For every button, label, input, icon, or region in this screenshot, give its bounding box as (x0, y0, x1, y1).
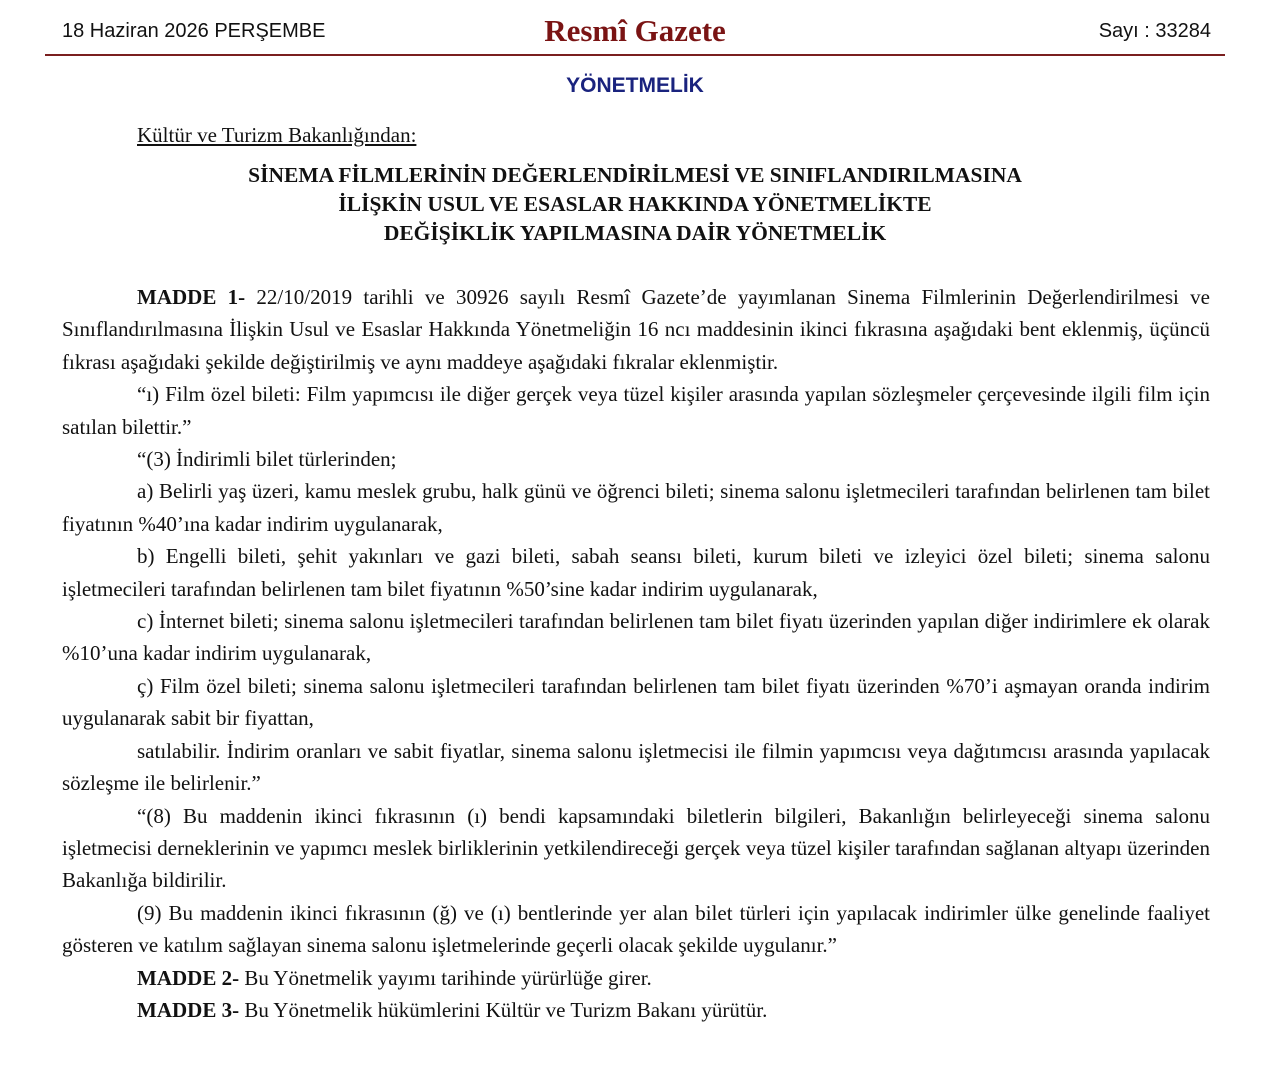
regulation-title-line: SİNEMA FİLMLERİNİN DEĞERLENDİRİLMESİ VE SINIFLANDIRILMASINA (248, 163, 1022, 187)
regulation-title (0, 161, 1270, 248)
section-title: YÖNETMELİK (566, 74, 704, 97)
paragraph-clause-cc: ç) Film özel bileti; sinema salonu işletmecileri tarafından belirlenen tam bilet fiyatı üzerinden %70’i aşmayan oranda indirim uygulanarak sabit bir fiyattan, (62, 673, 1210, 731)
header-issue-number: Sayı : 33284 (1098, 20, 1211, 42)
article-label: MADDE 3- (137, 997, 240, 1022)
paragraph-3: “(3) İndirimli bilet türlerinden; (137, 447, 397, 472)
ministry-name: Kültür ve Turizm Bakanlığından: (137, 123, 417, 147)
paragraph-clause-c: c) İnternet bileti; sinema salonu işletmecileri tarafından belirlenen tam bilet fiyatı üzerinden yapılan diğer indirimlere ek olarak %10’una kadar indirim uygulanarak, (62, 609, 1210, 666)
paragraph-clause-i: “ı) Film özel bileti: Film yapımcısı ile diğer gerçek veya tüzel kişiler arasında yapılan sözleşmeler çerçevesinde ilgili film için satılan bilettir.” (62, 382, 1210, 439)
article-2 (62, 962, 1210, 994)
article-label: MADDE 1- (137, 285, 246, 309)
article-text: Bu Yönetmelik hükümlerini Kültür ve Turizm Bakanı yürütür. (239, 997, 768, 1022)
regulation-title-line: DEĞİŞİKLİK YAPILMASINA DAİR YÖNETMELİK (383, 221, 887, 245)
paragraph-clause-a: a) Belirli yaş üzeri, kamu meslek grubu, halk günü ve öğrenci bileti; sinema salonu işletmecileri tarafından belirlenen tam bilet fiyatının %40’ına kadar indirim uygulanarak, (62, 479, 1210, 536)
article-text: 22/10/2019 tarihli ve 30926 sayılı Resmî Gazete’de yayımlanan Sinema Filmlerinin Değerlendirilmesi ve Sınıflandırılmasına İlişkin Usul ve Esaslar Hakkında Yönetmeliğin 16 ncı maddesinin ikinci fıkrasına aşağıdaki bent eklenmiş, üçüncü fıkrası aşağıdaki şekilde değiştirilmiş ve aynı maddeye aşağıdaki fıkralar eklenmiştir. (62, 285, 1210, 374)
gazette-title: Resmî Gazete (544, 13, 726, 48)
regulation-title-line: İLİŞKİN USUL VE ESASLAR HAKKINDA YÖNETMELİKTE (338, 192, 932, 216)
header-date: 18 Haziran 2026 PERŞEMBE (62, 20, 326, 42)
article-label: MADDE 2- (137, 965, 240, 990)
paragraph-satilabilir: satılabilir. İndirim oranları ve sabit fiyatlar, sinema salonu işletmecisi ile filmin yapımcısı veya dağıtımcısı arasında yapılacak sözleşme ile belirlenir.” (62, 738, 1210, 796)
article-text: Bu Yönetmelik yayımı tarihinde yürürlüğe girer. (239, 965, 652, 990)
article-1 (62, 281, 1210, 378)
article-3 (62, 994, 1210, 1026)
regulation-body (62, 281, 1210, 1026)
paragraph-8: “(8) Bu maddenin ikinci fıkrasının (ı) bendi kapsamındaki biletlerin bilgileri, Bakanlığın belirleyeceği sinema salonu işletmecisi derneklerinin ve yapımcı meslek birliklerinin yetkilendireceği gerçek veya tüzel kişiler tarafından sağlanan altyapı üzerinden Bakanlığa bildirilir. (62, 803, 1210, 893)
paragraph-9: (9) Bu maddenin ikinci fıkrasının (ğ) ve (ı) bentlerinde yer alan bilet türleri için yapılacak indirimler ülke genelinde faaliyet gösteren ve katılım sağlayan sinema salonu işletmelerinde geçerli olacak şekilde uygulanır.” (62, 900, 1210, 958)
gazette-header (45, 0, 1225, 56)
paragraph-clause-b: b) Engelli bileti, şehit yakınları ve gazi bileti, sabah seansı bileti, kurum bileti ve izleyici özel bileti; sinema salonu işletmecileri tarafından belirlenen tam bilet fiyatının %50’sine kadar indirim uygulanarak, (62, 544, 1210, 601)
